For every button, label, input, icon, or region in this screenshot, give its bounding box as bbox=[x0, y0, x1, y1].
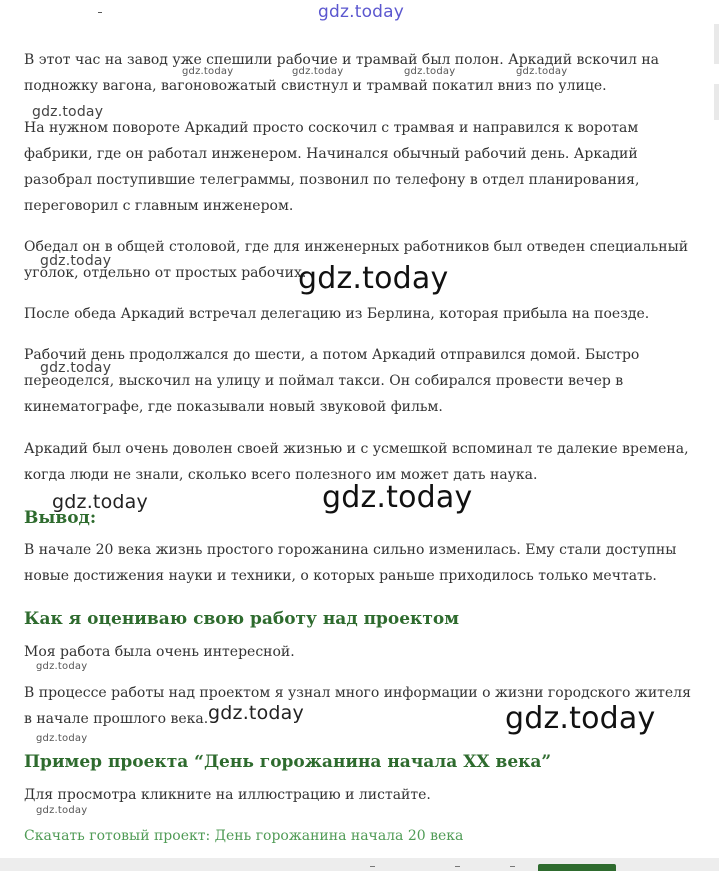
watermark: gdz.today bbox=[322, 480, 473, 515]
story-paragraph-2: На нужном повороте Аркадий просто соскочил с трамвая и направился к воротам фабрики, где он работал инженером. Начинался обычный рабочий день. Аркадий разобрал поступившие телеграммы, позвонил по телефону в отдел планирования, переговорил с главным инженером. bbox=[24, 120, 640, 214]
watermark: gdz.today bbox=[36, 661, 88, 672]
assessment-heading: Как я оцениваю свою работу над проектом bbox=[24, 609, 459, 629]
watermark: gdz.today bbox=[505, 701, 656, 736]
watermark: gdz.today bbox=[52, 491, 148, 513]
story-paragraph-3: Обедал он в общей столовой, где для инженерных работников был отведен специальный уголок, отдельно от простых рабочих. bbox=[24, 239, 689, 281]
watermark: gdz.today bbox=[292, 66, 344, 77]
watermark: gdz.today bbox=[36, 805, 88, 816]
conclusion-text: В начале 20 века жизнь простого горожанина сильно изменилась. Ему стали доступны новые достижения науки и техники, о которых раньше приходилось только мечтать. bbox=[24, 542, 677, 584]
example-instruction: Для просмотра кликните на иллюстрацию и листайте. bbox=[24, 787, 431, 803]
watermark: gdz.today bbox=[182, 66, 234, 77]
assessment-paragraph-2: В процессе работы над проектом я узнал много информации о жизни городского жителя в начале прошлого века. bbox=[24, 685, 691, 727]
divider bbox=[455, 866, 460, 867]
story-paragraph-5: Рабочий день продолжался до шести, а потом Аркадий отправился домой. Быстро переоделся, выскочил на улицу и поймал такси. Он собирался провести вечер в кинематографе, где показывали новый звуковой фильм. bbox=[24, 347, 640, 415]
watermark: gdz.today bbox=[40, 253, 112, 269]
watermark: gdz.today bbox=[318, 2, 405, 22]
download-project-link[interactable]: Скачать готовый проект: День горожанина начала 20 века bbox=[24, 828, 464, 844]
example-heading: Пример проекта “День горожанина начала XX века” bbox=[24, 752, 552, 772]
watermark: gdz.today bbox=[404, 66, 456, 77]
story-paragraph-4: После обеда Аркадий встречал делегацию из Берлина, которая прибыла на поезде. bbox=[24, 306, 650, 322]
watermark: gdz.today bbox=[40, 360, 112, 376]
watermark: gdz.today bbox=[516, 66, 568, 77]
assessment-paragraph-1: Моя работа была очень интересной. bbox=[24, 644, 295, 660]
bottom-bar bbox=[0, 858, 719, 871]
decorative-dash bbox=[98, 12, 102, 13]
story-paragraph-6: Аркадий был очень доволен своей жизнью и с усмешкой вспоминал те далекие времена, когда люди не знали, сколько всего полезного им может дать наука. bbox=[24, 441, 689, 483]
divider bbox=[510, 866, 515, 867]
divider bbox=[370, 866, 375, 867]
right-edge-block bbox=[714, 24, 719, 64]
watermark: gdz.today bbox=[208, 702, 304, 724]
conclusion-heading: Вывод: bbox=[24, 508, 97, 528]
watermark: gdz.today bbox=[36, 733, 88, 744]
right-edge-block bbox=[714, 84, 719, 120]
story-paragraph-1: В этот час на завод уже спешили рабочие и трамвай был полон. Аркадий вскочил на подножку вагона, вагоновожатый свистнул и трамвай покатил вниз по улице. bbox=[24, 52, 660, 94]
watermark: gdz.today bbox=[32, 104, 104, 120]
bottom-action-button[interactable] bbox=[538, 864, 616, 871]
right-edge-widget bbox=[714, 24, 719, 120]
watermark: gdz.today bbox=[298, 261, 449, 296]
